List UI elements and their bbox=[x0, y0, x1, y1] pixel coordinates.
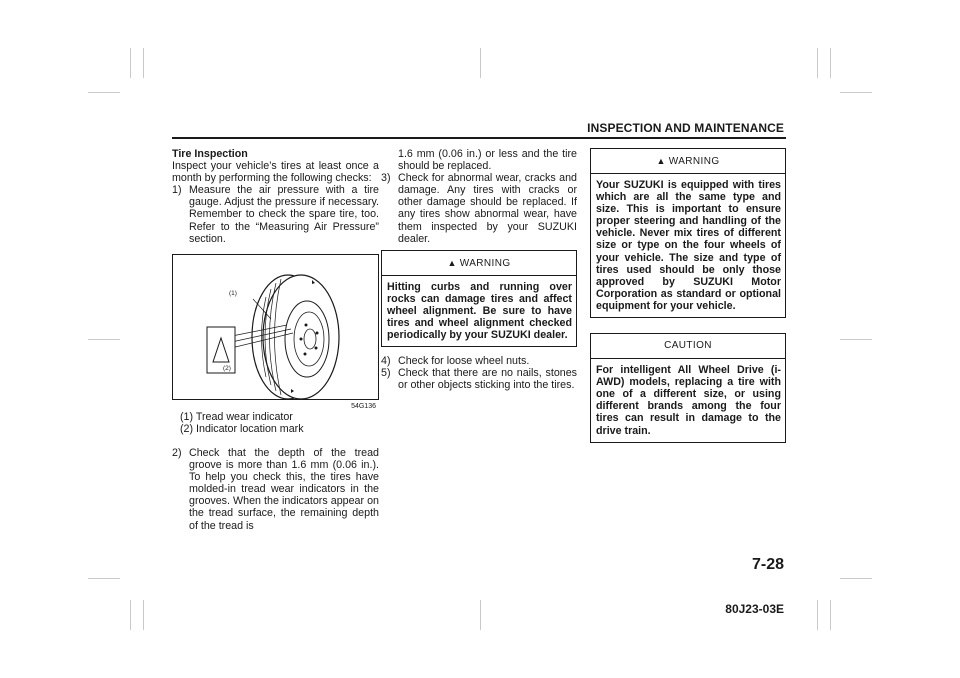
figure-legend-1: (1) Tread wear indicator bbox=[180, 410, 293, 423]
list-item bbox=[381, 367, 577, 391]
crop-mark bbox=[143, 48, 144, 78]
warning-title: WARNING bbox=[459, 257, 511, 269]
step-text: Check for abnormal wear, cracks and damage. Any tires with cracks or other damage should be replaced. If any tires show abnormal wear, have them inspected by your SUZUKI dealer. bbox=[398, 172, 577, 245]
tire-illustration bbox=[173, 255, 378, 399]
crop-mark bbox=[840, 578, 872, 579]
header-rule bbox=[172, 137, 786, 139]
figure-callout-1: (1) bbox=[229, 289, 237, 297]
figure-callout-2: (2) bbox=[223, 364, 231, 372]
warning-text: Your SUZUKI is equipped with tires which are all the same type and size. This is important to ensure proper steering and handling of the vehicle. Never mix tires of different size or type on the four wheels of your vehicle. The size and type of tires used should be only those approved by SUZUKI Motor Corporation as standard or optional equipment for your vehicle. bbox=[596, 179, 781, 312]
crop-mark bbox=[88, 578, 120, 579]
warning-header bbox=[382, 251, 576, 276]
crop-mark bbox=[480, 600, 481, 630]
crop-mark bbox=[840, 339, 872, 340]
warning-box bbox=[381, 250, 577, 347]
crop-mark bbox=[830, 48, 831, 78]
step-number: 3) bbox=[381, 172, 391, 185]
document-code: 80J23-03E bbox=[725, 602, 784, 616]
caution-header: CAUTION bbox=[591, 334, 785, 359]
crop-mark bbox=[88, 339, 120, 340]
step-text: Measure the air pressure with a tire gauge. Adjust the pressure if necessary. Remember to check the spare tire, too. Refer to the “Measuring Air Pressure” section. bbox=[189, 184, 379, 245]
crop-mark bbox=[480, 48, 481, 78]
list-item bbox=[172, 184, 379, 244]
crop-mark bbox=[143, 600, 144, 630]
crop-mark bbox=[88, 92, 120, 93]
list-item bbox=[172, 447, 379, 532]
column-middle bbox=[381, 148, 577, 392]
crop-mark bbox=[130, 600, 131, 630]
step-text: 1.6 mm (0.06 in.) or less and the tire should be replaced. bbox=[398, 148, 577, 173]
step-number: 1) bbox=[172, 184, 182, 197]
column-right bbox=[590, 148, 786, 443]
caution-text: For intelligent All Wheel Drive (i-AWD) models, replacing a tire with one of a different size, or using different brands among the four tires can result in damage to the drive train. bbox=[596, 364, 781, 437]
tire-figure bbox=[172, 254, 379, 400]
crop-mark bbox=[817, 600, 818, 630]
caution-box bbox=[590, 333, 786, 443]
section-heading: Tire Inspection bbox=[172, 148, 248, 160]
section-title: INSPECTION AND MAINTENANCE bbox=[587, 121, 784, 135]
step-text: Check that there are no nails, stones or other objects sticking into the tires. bbox=[398, 367, 577, 392]
intro-paragraph: Inspect your vehicle’s tires at least once a month by performing the following checks: bbox=[172, 160, 379, 185]
step-number: 4) bbox=[381, 355, 391, 368]
warning-box bbox=[590, 148, 786, 318]
step-text: Check that the depth of the tread groove is more than 1.6 mm (0.06 in.). To help you check this, the tires have molded-in tread wear indicators in the grooves. When the indicators appear on the tread surface, the remaining depth of the tread is bbox=[189, 446, 379, 532]
figure-legend-2: (2) Indicator location mark bbox=[180, 422, 304, 435]
list-item-continued bbox=[381, 148, 577, 172]
warning-header bbox=[591, 149, 785, 174]
crop-mark bbox=[830, 600, 831, 630]
warning-title: WARNING bbox=[668, 156, 720, 167]
figure-code: 54G136 bbox=[351, 402, 376, 410]
crop-mark bbox=[817, 48, 818, 78]
warning-triangle-icon: ▲ bbox=[656, 156, 666, 166]
crop-mark bbox=[840, 92, 872, 93]
page-number: 7-28 bbox=[751, 556, 784, 573]
warning-text: Hitting curbs and running over rocks can damage tires and affect wheel alignment. Be sure to have tires and wheel alignment checked periodically by your SUZUKI dealer. bbox=[387, 280, 572, 342]
step-number: 5) bbox=[381, 367, 391, 380]
list-item bbox=[381, 355, 577, 367]
warning-triangle-icon: ▲ bbox=[447, 257, 457, 268]
column-left bbox=[172, 148, 379, 532]
list-item bbox=[381, 172, 577, 245]
step-number: 2) bbox=[172, 446, 182, 459]
crop-mark bbox=[130, 48, 131, 78]
step-text: Check for loose wheel nuts. bbox=[398, 355, 530, 368]
